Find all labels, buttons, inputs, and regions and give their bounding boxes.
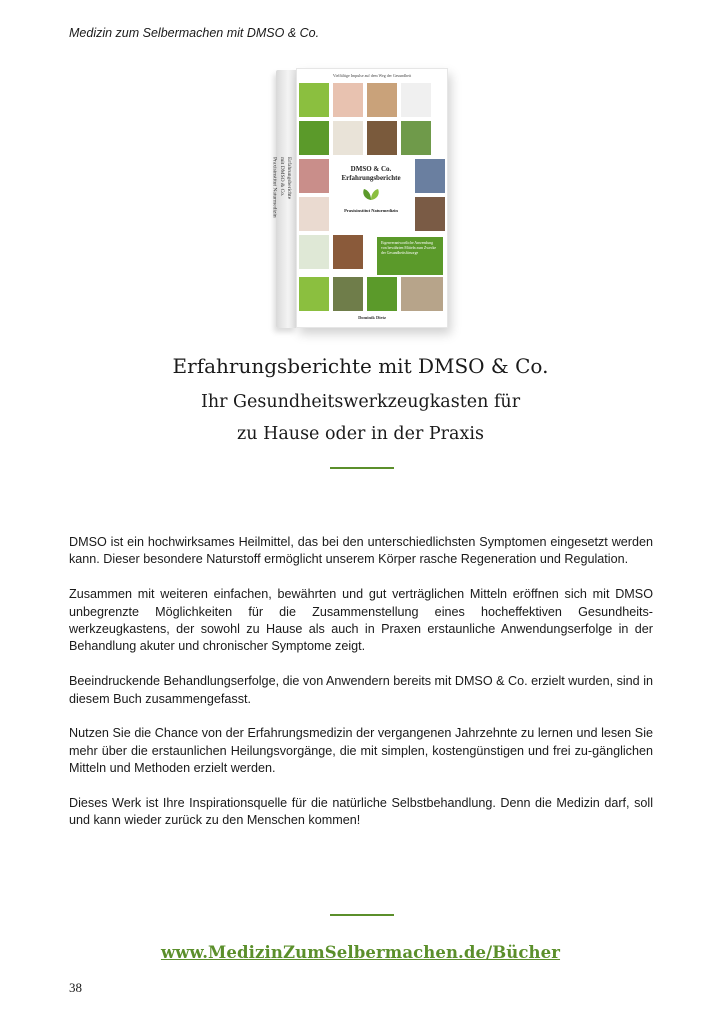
cover-tile (299, 121, 329, 155)
paragraph: DMSO ist ein hochwirksames Heilmittel, das bei den unterschiedlichsten Symptomen eingesetzt werden kann. Dieser besondere Naturstoff ermöglicht unserem Körper rasche Regeneration und Regulation. (69, 535, 653, 567)
cover-author: Dominik Dietz (358, 315, 386, 320)
cover-photo-tile (333, 83, 363, 117)
title-line-3: zu Hause oder in der Praxis (237, 424, 484, 444)
book-spine-text (271, 157, 292, 297)
cover-title-line-2: Erfahrungsberichte (341, 174, 401, 182)
cover-photo-tile (401, 121, 431, 155)
title-line-1: Erfahrungsberichte mit DMSO & Co. (172, 354, 549, 378)
cover-photo-tile (367, 83, 397, 117)
spine-line-2: mit DMSO & Co. (278, 157, 285, 197)
book-cover-image (262, 62, 462, 337)
cover-photo-tile (299, 159, 329, 193)
paragraph: Beeindruckende Behandlungserfolge, die von Anwendern bereits mit DMSO & Co. erzielt wurden, sind in diesem Buch zusammengefasst. (69, 674, 653, 706)
leaf-logo-icon (360, 187, 382, 201)
cover-tile (299, 277, 329, 311)
cover-green-box: Eigenverantwortliche Anwendung von bewährten Mitteln zum Zwecke der Gesundheitsfürsorge (377, 237, 443, 275)
cover-tile (299, 83, 329, 117)
paragraph: Dieses Werk ist Ihre Inspirationsquelle für die natürliche Selbstbehandlung. Denn die Medizin darf, soll und kann wieder zurück zu den Menschen kommen! (69, 796, 653, 828)
paragraph: Zusammen mit weiteren einfachen, bewährten und gut verträglichen Mitteln eröffnen sich mit DMSO unbegrenzte Möglichkeiten für die Zusammenstellung eines hocheffektiven Gesundheits-werkzeugkastens, der sowohl zu Hause als auch in Praxen erstaunliche Anwendungserfolge in der Behandlung akuter und chronischer Symptome zeigt. (69, 587, 653, 654)
website-link[interactable]: www.MedizinZumSelbermachen.de/Bücher (160, 943, 561, 962)
spine-line-1: Erfahrungsberichte (286, 157, 292, 200)
cover-tile (367, 277, 397, 311)
body-text (69, 534, 653, 847)
cover-subtitle: Praxisinstitut Naturmedizin (344, 208, 398, 213)
divider-top (330, 467, 394, 469)
cover-photo-tile (401, 277, 443, 311)
cover-photo-tile (415, 197, 445, 231)
running-header: Medizin zum Selbermachen mit DMSO & Co. (69, 26, 320, 40)
spine-line-3: Praxisinstitut Naturmedizin (271, 157, 278, 218)
book-front-cover (296, 68, 448, 328)
page-number: 38 (69, 980, 82, 995)
cover-top-text: Vielfältige Impulse auf dem Weg der Gesundheit (332, 73, 412, 78)
cover-photo-tile (333, 277, 363, 311)
cover-title-line-1: DMSO & Co. (350, 165, 392, 173)
cover-title-block (329, 155, 413, 233)
cover-tile (333, 121, 363, 155)
page-title (0, 353, 721, 447)
cover-photo-tile (367, 121, 397, 155)
cover-photo-tile (299, 197, 329, 231)
divider-bottom (330, 914, 394, 916)
cover-photo-tile (333, 235, 363, 269)
title-line-2: Ihr Gesundheitswerkzeugkasten für (200, 392, 521, 412)
paragraph: Nutzen Sie die Chance von der Erfahrungsmedizin der vergangenen Jahrzehnte zu lernen und lesen Sie mehr über die erstaunlichen Heilungsvorgänge, die mit simplen, kostengünstigen und frei zu-gänglichen Mitteln und Methoden erzielt werden. (69, 726, 653, 776)
cover-tile (401, 83, 431, 117)
cover-photo-tile (415, 159, 445, 193)
cover-tile (299, 235, 329, 269)
